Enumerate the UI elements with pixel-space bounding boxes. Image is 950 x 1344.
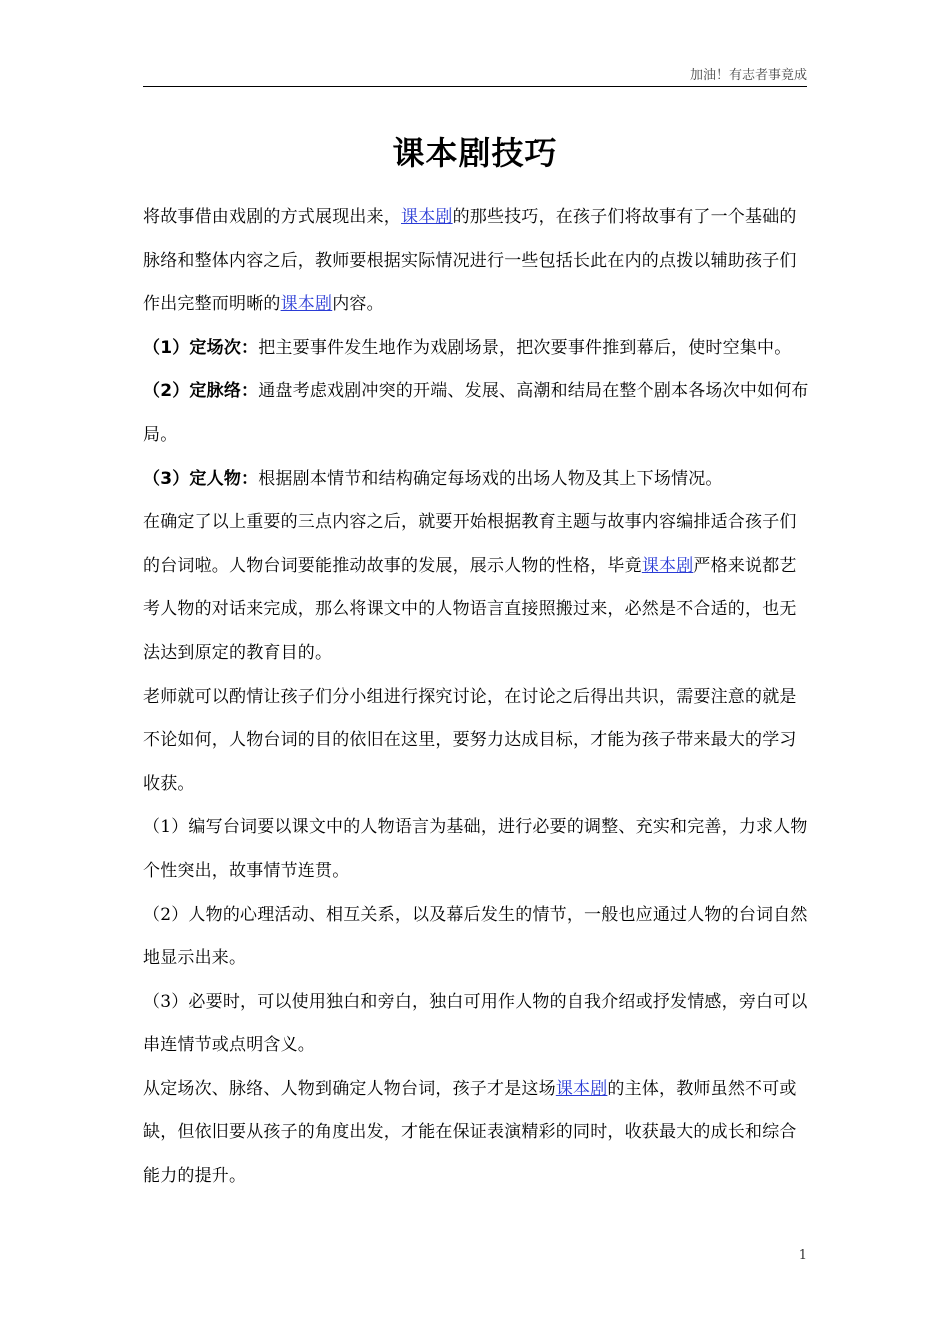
rule-3: （3）必要时，可以使用独白和旁白，独白可用作人物的自我介绍或抒发情感，旁白可以串连情节或点明含义。 (143, 991, 808, 1056)
intro-text-3: 内容。 (332, 294, 384, 315)
step-structure (143, 370, 813, 457)
page-number: 1 (798, 1248, 807, 1263)
dialogue-text-2: 严格来说都艺考人物的对话来完成，那么将课文中的人物语言直接照搬过来，必然是不合适的，也无法达到原定的教育目的。 (143, 555, 797, 663)
kebenju-link-2[interactable]: 课本剧 (280, 294, 333, 315)
rule-1: （1）编写台词要以课文中的人物语言为基础，进行必要的调整、充实和完善，力求人物个性突出，故事情节连贯。 (143, 817, 808, 881)
intro-text-2: 的那些技巧，在孩子们将故事有了一个基础的脉络和整体内容之后，教师要根据实际情况进行一些包括长此在内的点拨以辅助孩子们作出完整而明晰的 (143, 207, 797, 315)
kebenju-link-3[interactable]: 课本剧 (641, 555, 694, 576)
dialogue-text-1: 在确定了以上重要的三点内容之后，就要开始根据教育主题与故事内容编排适合孩子们的台词啦。人物台词要能推动故事的发展，展示人物的性格，毕竟 (143, 512, 797, 576)
page-header-slogan: 加油！有志者事竟成 (689, 68, 807, 83)
intro-paragraph (143, 196, 813, 327)
step-characters-text: 根据剧本情节和结构确定每场戏的出场人物及其上下场情况。 (258, 468, 723, 489)
kebenju-link-1[interactable]: 课本剧 (401, 207, 453, 227)
step-characters-label: （3）定人物： (143, 468, 259, 489)
conclusion-text-2: 的主体，教师虽然不可或缺，但依旧要从孩子的角度出发，才能在保证表演精彩的同时，收获最大的成长和综合能力的提升。 (143, 1078, 797, 1187)
discussion-paragraph: 老师就可以酌情让孩子们分小组进行探究讨论，在讨论之后得出共识，需要注意的就是不论如何，人物台词的目的依旧在这里，要努力达成目标，才能为孩子带来最大的学习收获。 (143, 686, 797, 794)
header-divider (143, 86, 807, 87)
step-structure-label: （2）定脉络： (143, 381, 259, 402)
document-body (143, 196, 813, 1199)
kebenju-link-4[interactable]: 课本剧 (555, 1078, 608, 1099)
step-scene-text: 把主要事件发生地作为戏剧场景，把次要事件推到幕后，使时空集中。 (258, 337, 792, 358)
step-characters (143, 458, 813, 502)
document-title: 课本剧技巧 (392, 134, 558, 172)
rule-2: （2）人物的心理活动、相互关系，以及幕后发生的情节，一般也应通过人物的台词自然地显示出来。 (143, 904, 808, 969)
intro-text-1: 将故事借由戏剧的方式展现出来， (143, 207, 401, 227)
step-scene (143, 327, 813, 371)
conclusion-text-1: 从定场次、脉络、人物到确定人物台词，孩子才是这场 (143, 1078, 556, 1099)
conclusion-paragraph (143, 1068, 813, 1199)
dialogue-paragraph (143, 501, 813, 675)
step-scene-label: （1）定场次： (143, 337, 259, 358)
step-structure-text: 通盘考虑戏剧冲突的开端、发展、高潮和结局在整个剧本各场次中如何布局。 (143, 381, 809, 445)
